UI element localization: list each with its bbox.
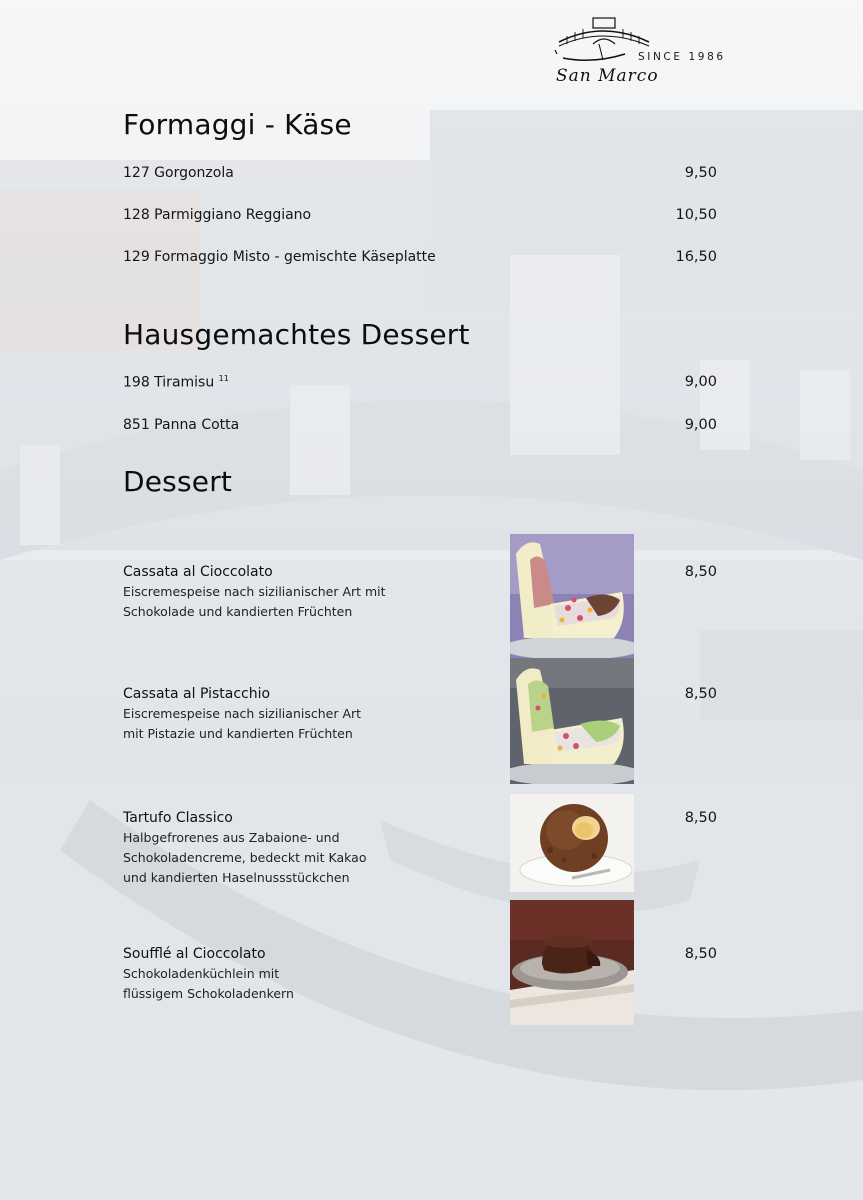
since-label: SINCE 1986 — [638, 51, 726, 63]
item-price: 8,50 — [684, 564, 717, 580]
section-title-dessert: Dessert — [123, 465, 233, 498]
menu-item — [123, 374, 229, 391]
dessert-description — [123, 582, 386, 622]
description-line: flüssigem Schokoladenkern — [123, 986, 294, 1001]
dessert-name: Cassata al Pistacchio — [123, 686, 271, 702]
souffle-photo — [510, 900, 634, 1025]
cassata-cioccolato-photo — [510, 534, 634, 658]
item-price: 9,00 — [684, 417, 717, 433]
item-price: 9,00 — [684, 374, 717, 390]
item-price: 16,50 — [675, 249, 717, 265]
menu-item: 128 Parmiggiano Reggiano — [123, 207, 312, 223]
item-price: 8,50 — [684, 686, 717, 702]
item-price: 8,50 — [684, 946, 717, 962]
tartufo-photo — [510, 794, 634, 892]
dessert-name: Cassata al Cioccolato — [123, 564, 273, 580]
dessert-name: Tartufo Classico — [123, 810, 233, 826]
dessert-description — [123, 964, 294, 1004]
description-line: Eiscremespeise nach sizilianischer Art mit — [123, 584, 386, 599]
description-line: und kandierten Haselnussstückchen — [123, 870, 350, 885]
dessert-description — [123, 704, 361, 744]
description-line: Eiscremespeise nach sizilianischer Art — [123, 706, 362, 721]
brand-name: San Marco — [556, 66, 659, 86]
section-title-formaggi: Formaggi - Käse — [123, 108, 352, 141]
item-price: 9,50 — [684, 165, 717, 181]
item-price: 8,50 — [684, 810, 717, 826]
menu-item: 127 Gorgonzola — [123, 165, 234, 181]
description-line: Schokoladencreme, bedeckt mit Kakao — [123, 850, 367, 865]
dessert-description — [123, 828, 366, 888]
dessert-name: Soufflé al Cioccolato — [123, 946, 266, 962]
description-line: Halbgefrorenes aus Zabaione- und — [123, 830, 340, 845]
description-line: Schokolade und kandierten Früchten — [123, 604, 353, 619]
allergen-note: 11 — [218, 374, 229, 383]
description-line: Schokoladenküchlein mit — [123, 966, 280, 981]
section-title-hausgemacht: Hausgemachtes Dessert — [123, 318, 470, 351]
description-line: mit Pistazie und kandierten Früchten — [123, 726, 353, 741]
menu-item: 129 Formaggio Misto - gemischte Käseplatte — [123, 249, 436, 265]
item-label: 198 Tiramisu — [123, 374, 215, 391]
cassata-pistacchio-photo — [510, 658, 634, 784]
menu-item: 851 Panna Cotta — [123, 417, 240, 433]
item-price: 10,50 — [675, 207, 717, 223]
